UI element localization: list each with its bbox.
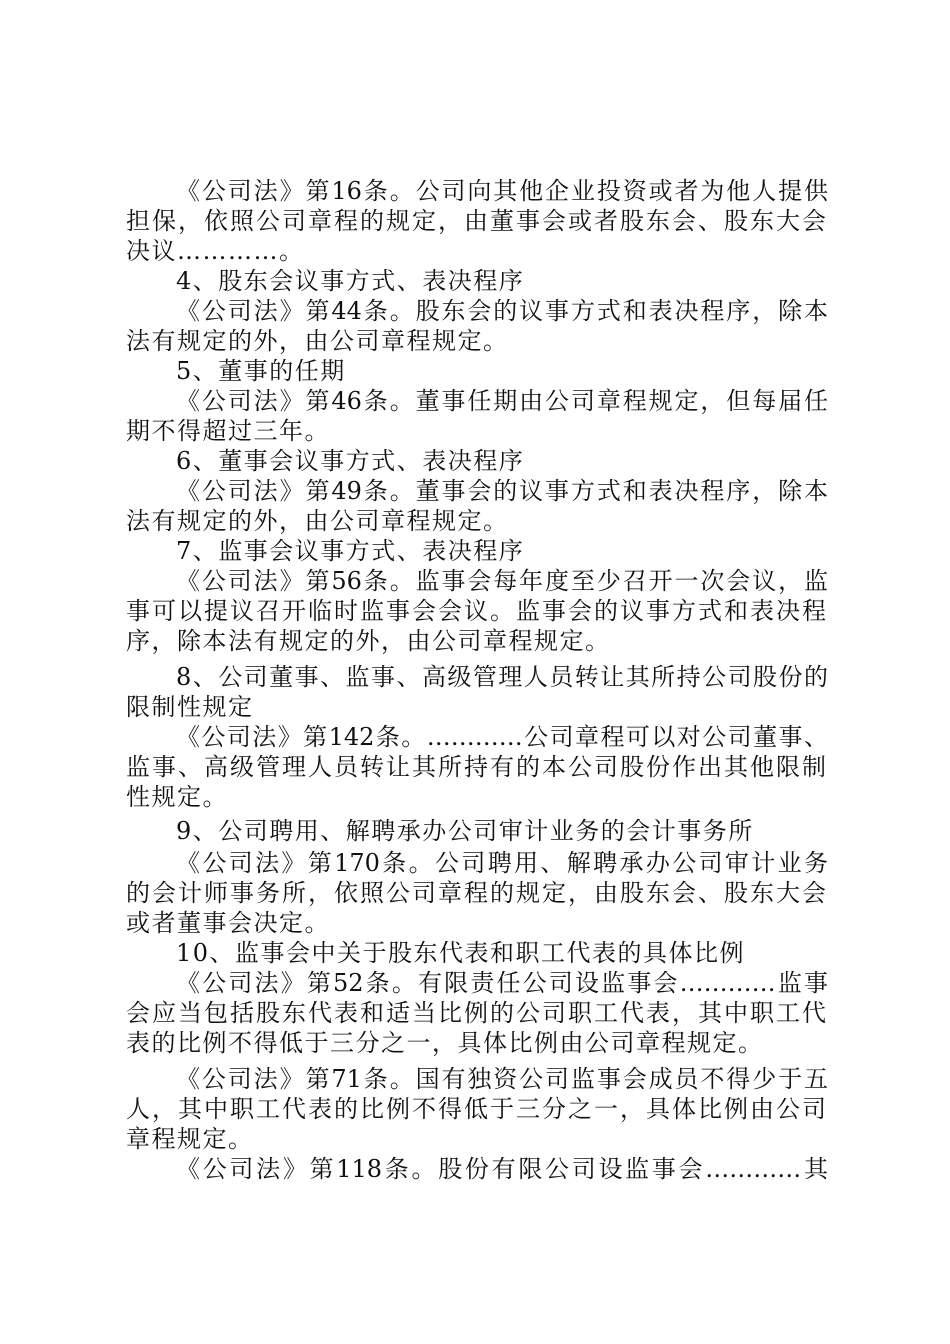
text-line: 《公司法》第16条。公司向其他企业投资或者为他人提供	[176, 177, 828, 205]
text-line: 《公司法》第46条。董事任期由公司章程规定，但每届任	[176, 387, 828, 415]
text-line: 《公司法》第44条。股东会的议事方式和表决程序，除本	[176, 297, 828, 325]
text-line: 表的比例不得低于三分之一，具体比例由公司章程规定。	[126, 1029, 764, 1057]
text-line: 法有规定的外，由公司章程规定。	[126, 327, 509, 355]
section-heading: 4、股东会议事方式、表决程序	[176, 267, 525, 295]
text-line: 或者董事会决定。	[126, 909, 330, 937]
text-line: 《公司法》第56条。监事会每年度至少召开一次会议，监	[176, 567, 828, 595]
text-line: 法有规定的外，由公司章程规定。	[126, 507, 509, 535]
text-line: 《公司法》第71条。国有独资公司监事会成员不得少于五	[176, 1065, 828, 1093]
text-line: 监事、高级管理人员转让其所持有的本公司股份作出其他限制	[126, 753, 826, 781]
text-line: 《公司法》第118条。股份有限公司设监事会…………其	[176, 1155, 828, 1183]
section-heading: 6、董事会议事方式、表决程序	[176, 447, 525, 475]
text-line: 事可以提议召开临时监事会会议。监事会的议事方式和表决程	[126, 597, 826, 625]
section-heading: 10、监事会中关于股东代表和职工代表的具体比例	[176, 939, 746, 967]
text-line: 《公司法》第52条。有限责任公司设监事会…………监事	[176, 969, 828, 997]
text-line: 《公司法》第49条。董事会的议事方式和表决程序，除本	[176, 477, 828, 505]
text-line: 性规定。	[126, 783, 228, 811]
text-line: 《公司法》第170条。公司聘用、解聘承办公司审计业务	[176, 849, 828, 877]
section-heading: 9、公司聘用、解聘承办公司审计业务的会计事务所	[176, 817, 754, 845]
section-heading: 7、监事会议事方式、表决程序	[176, 537, 525, 565]
text-line: 决议…………。	[126, 237, 305, 265]
text-line: 期不得超过三年。	[126, 417, 330, 445]
text-line: 担保，依照公司章程的规定，由董事会或者股东会、股东大会	[126, 207, 826, 235]
text-line: 序，除本法有规定的外，由公司章程规定。	[126, 627, 611, 655]
text-line: 人，其中职工代表的比例不得低于三分之一，具体比例由公司	[126, 1095, 826, 1123]
section-heading: 限制性规定	[126, 693, 254, 721]
section-heading: 8、公司董事、监事、高级管理人员转让其所持公司股份的	[176, 663, 828, 691]
text-line: 会应当包括股东代表和适当比例的公司职工代表，其中职工代	[126, 999, 826, 1027]
text-line: 的会计师事务所，依照公司章程的规定，由股东会、股东大会	[126, 879, 826, 907]
section-heading: 5、董事的任期	[176, 357, 346, 385]
text-line: 章程规定。	[126, 1125, 254, 1153]
text-line: 《公司法》第142条。…………公司章程可以对公司董事、	[176, 723, 828, 751]
